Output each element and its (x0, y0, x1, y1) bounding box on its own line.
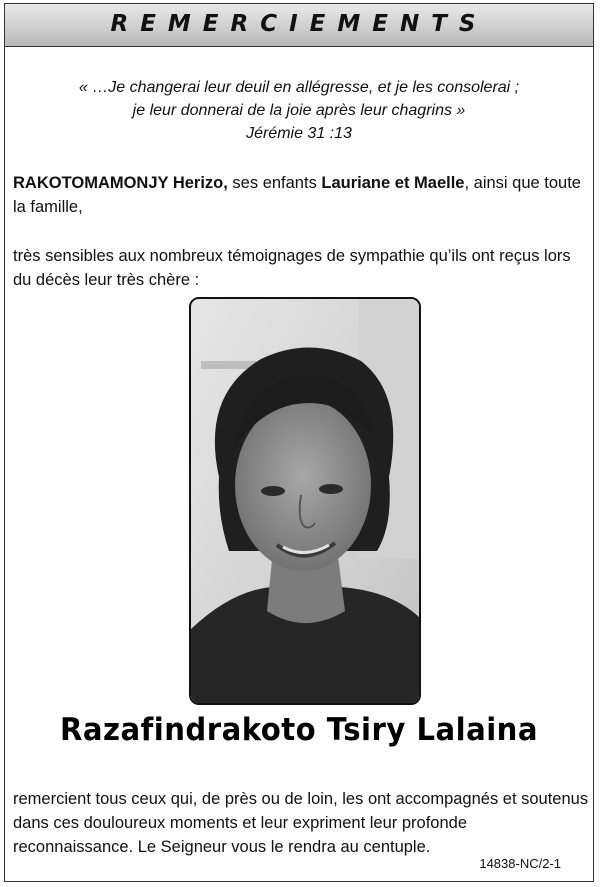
family-name: RAKOTOMAMONJY Herizo, (13, 174, 228, 192)
children-names: Lauriane et Maelle (321, 174, 465, 192)
sympathy-paragraph: très sensibles aux nombreux témoignages de sympathie qu’ils ont reçus lors du décès leur très chère : (13, 247, 571, 289)
quote-line-2: je leur donnerai de la joie après leur chagrins » (132, 102, 466, 119)
bible-quote (5, 76, 593, 145)
quote-line-1: « …Je changerai leur deuil en allégresse, et je les consolerai ; (78, 79, 520, 96)
header-banner (5, 4, 593, 47)
page-title: REMERCIEMENTS (110, 11, 488, 37)
family-text-a: ses enfants (227, 174, 322, 192)
quote-reference: Jérémie 31 :13 (246, 125, 352, 142)
family-text-b: , ainsi que toute la famille, (13, 174, 581, 216)
deceased-name: Razafindrakoto Tsiry Lalaina (59, 712, 539, 748)
portrait-photo (189, 297, 421, 705)
closing-paragraph: remercient tous ceux qui, de près ou de loin, les ont accompagnés et soutenus dans ces douloureux moments et leur expriment leur profonde reconnaissance. Le Seigneur vous le rendra au centuple. (13, 790, 589, 856)
family-paragraph (13, 171, 591, 219)
announcement-frame (4, 3, 594, 882)
reference-code: 14838-NC/2-1 (479, 856, 561, 871)
